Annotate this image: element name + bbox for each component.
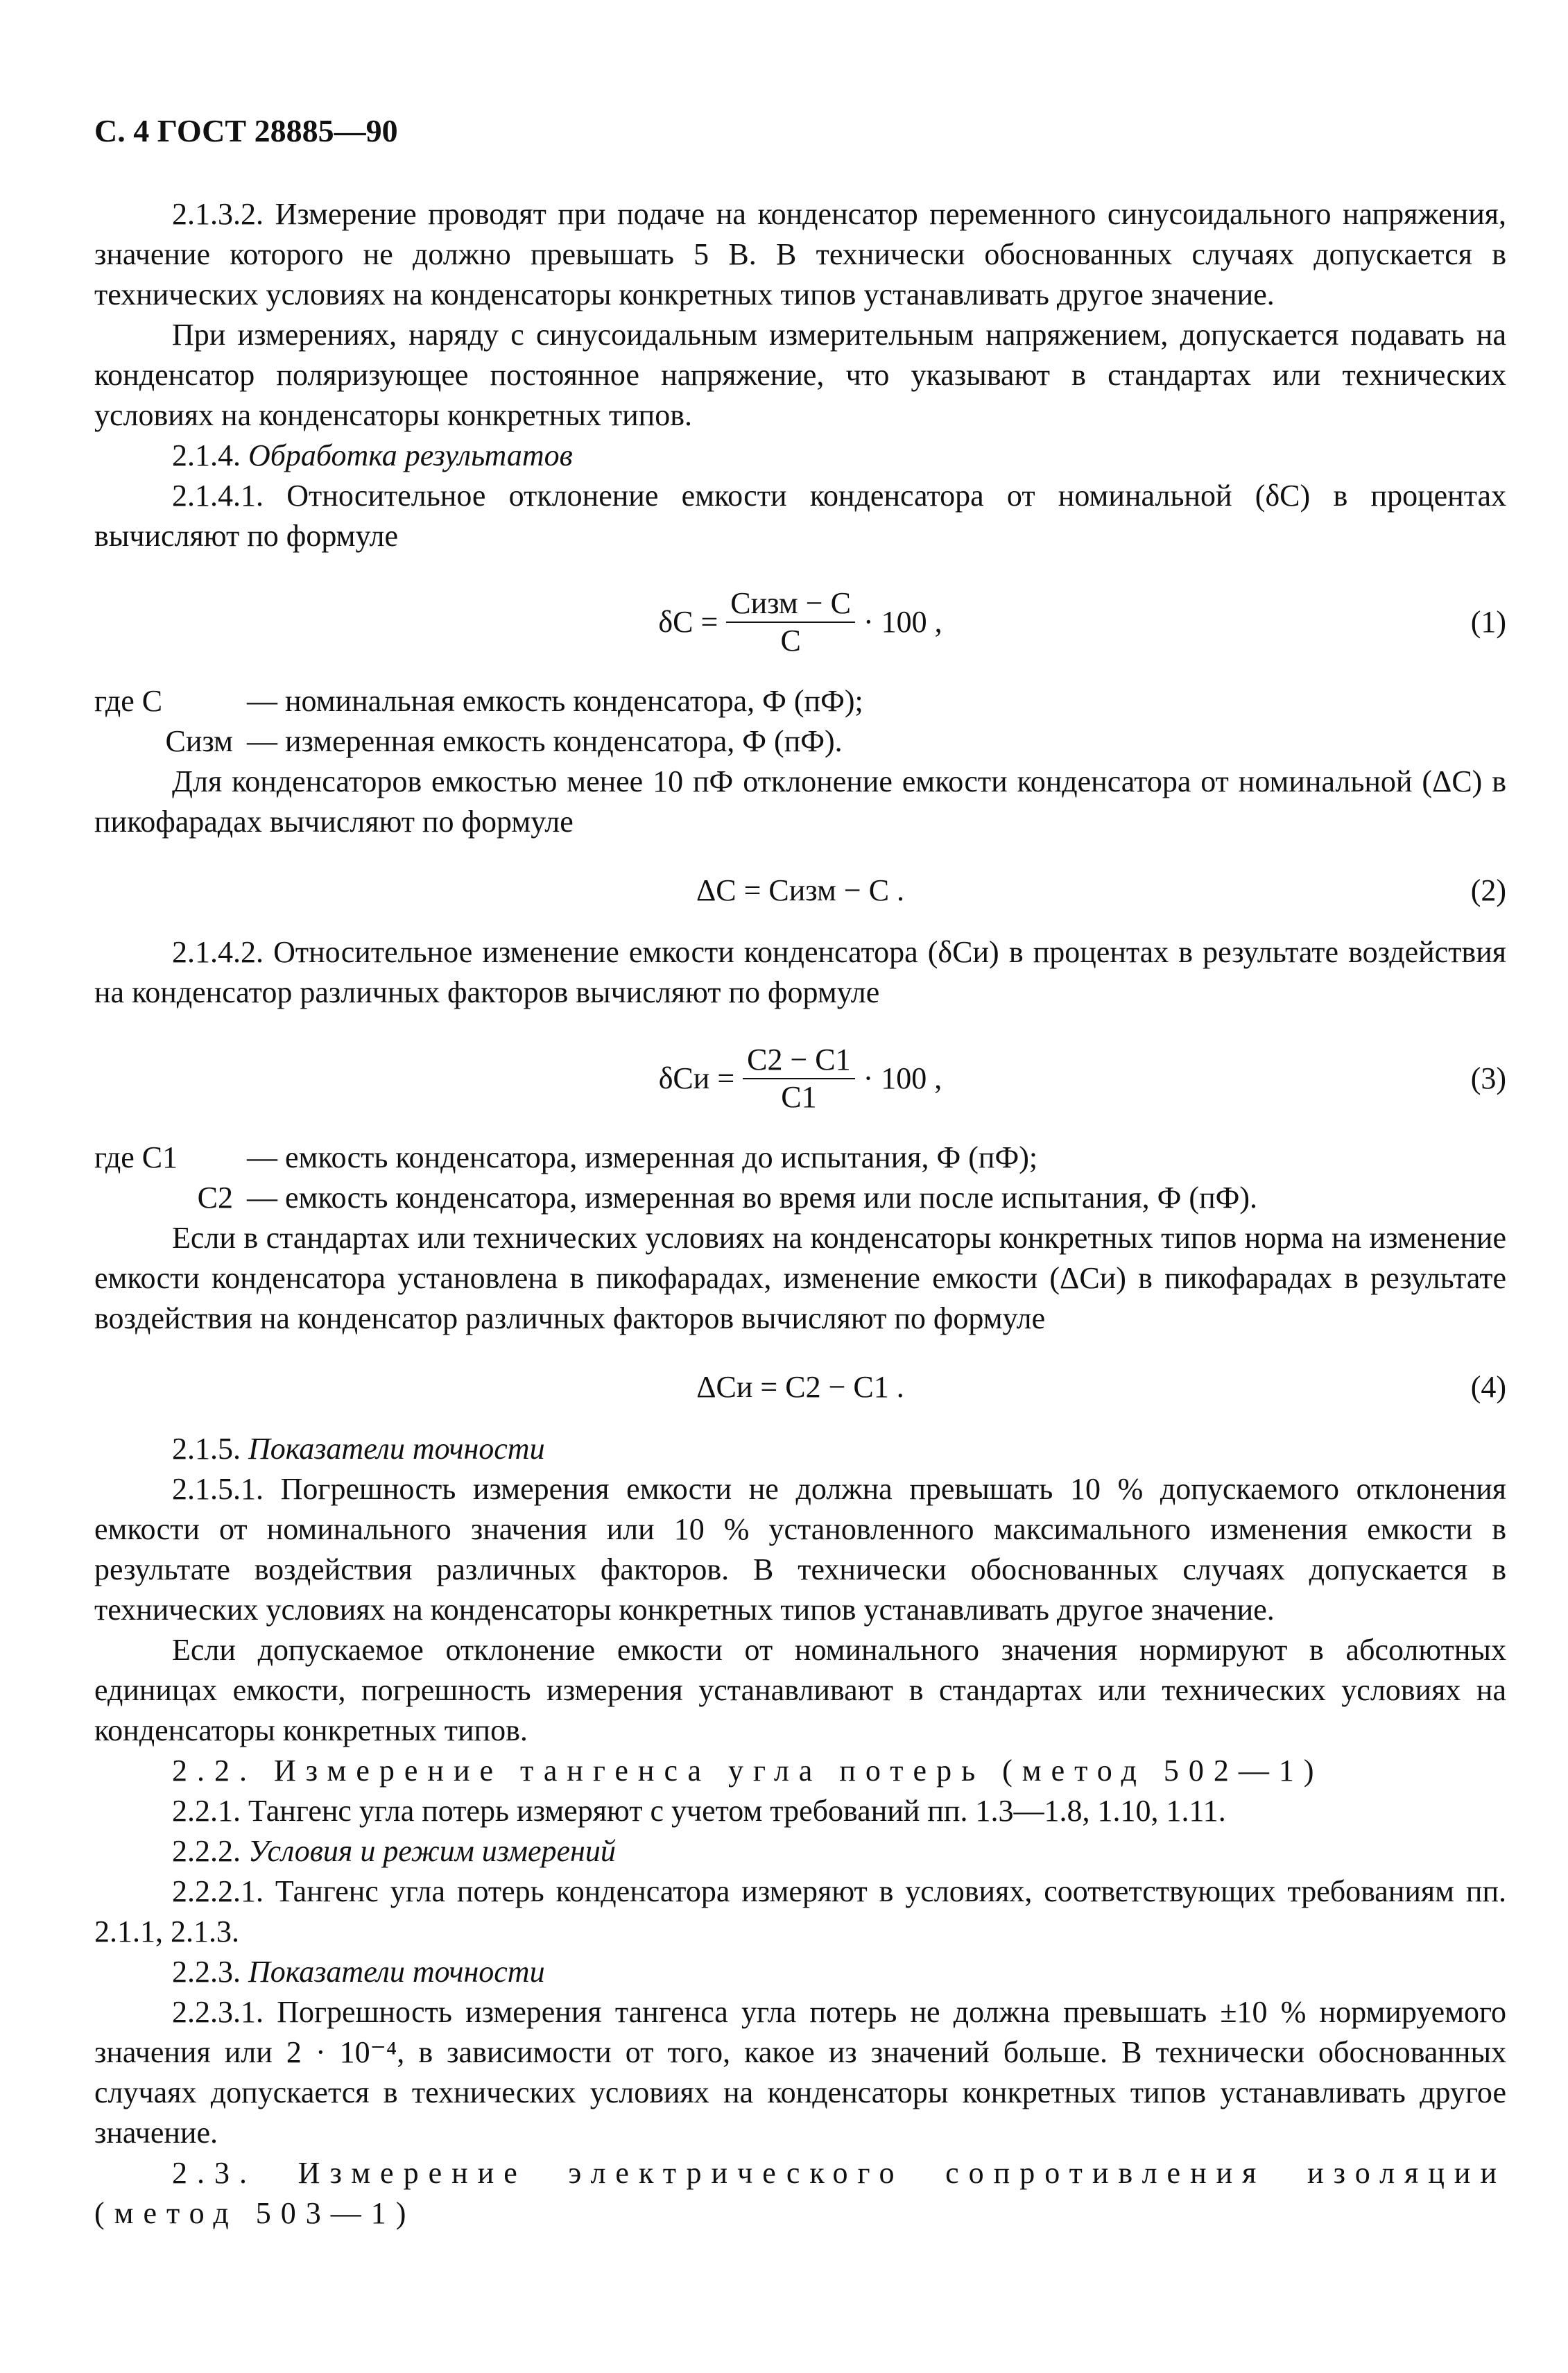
formula-3-number: (3) (1470, 1061, 1506, 1095)
formula-3 (94, 1027, 1506, 1131)
section-title: Показатели точности (248, 1955, 545, 1989)
formula-1-denominator: C (780, 624, 801, 658)
formula-2 (94, 856, 1506, 925)
paragraph-picofarad-norm: Если в стандартах или технических условиях на конденсаторы конкретных типов норма на изменение емкости конденсатора установлена в пикофарадах, изменение емкости (ΔCи) в пикофарадах в результате воздействия на конденсатор различных факторов вычисляют по формуле (94, 1221, 1506, 1335)
legend-text: — емкость конденсатора, измеренная до испытания, Ф (пФ); (247, 1140, 1038, 1174)
page-header: С. 4 ГОСТ 28885—90 (94, 113, 398, 148)
section-number: 2.2.3. (172, 1955, 241, 1989)
legend-c2 (94, 1178, 1506, 1218)
document-page (94, 111, 1506, 2234)
legend-symbol: где C1 (94, 1140, 178, 1174)
formula-4-number: (4) (1470, 1370, 1506, 1404)
section-2-2-2-heading (94, 1831, 1506, 1871)
paragraph-2-1-3-2: 2.1.3.2. Измерение проводят при подаче на конденсатор переменного синусоидального напряжения, значение которого не должно превышать 5 В. В технически обоснованных случаях допускается в технических условиях на конденсаторы конкретных типов устанавливать другое значение. (94, 197, 1506, 311)
legend-c (94, 681, 1506, 721)
legend-symbol: C2 (197, 1181, 233, 1215)
formula-1-lhs: δC = (658, 605, 718, 639)
section-number: 2.1.5. (172, 1432, 241, 1466)
formula-2-expression: ΔC = Cизм − C . (696, 873, 905, 907)
section-2-1-4-heading (94, 436, 1506, 476)
legend-text: — измеренная емкость конденсатора, Ф (пФ). (247, 724, 843, 758)
section-number: 2.2.2. (172, 1834, 241, 1868)
paragraph-2-1-5-1: 2.1.5.1. Погрешность измерения емкости не должна превышать 10 % допускаемого отклонения емкости от номинального значения или 10 % установленного максимального изменения емкости в результате воздействия различных факторов. В технически обоснованных случаях допускается в технических условиях на конденсаторы конкретных типов устанавливать другое значение. (94, 1472, 1506, 1627)
formula-2-number: (2) (1470, 873, 1506, 907)
paragraph-small-capacitance: Для конденсаторов емкостью менее 10 пФ отклонение емкости конденсатора от номинальной (ΔC) в пикофарадах вычисляют по формуле (94, 764, 1506, 839)
paragraph-polarizing-voltage: При измерениях, наряду с синусоидальным измерительным напряжением, допускается подавать на конденсатор поляризующее постоянное напряжение, что указывают в стандартах или технических условиях на конденсаторы конкретных типов. (94, 318, 1506, 432)
formula-1 (94, 570, 1506, 674)
paragraph-2-1-4-1: 2.1.4.1. Относительное отклонение емкости конденсатора от номинальной (δC) в процентах вычисляют по формуле (94, 479, 1506, 553)
formula-3-fraction (743, 1042, 855, 1115)
paragraph-2-2-1: 2.2.1. Тангенс угла потерь измеряют с учетом требований пп. 1.3—1.8, 1.10, 1.11. (172, 1794, 1226, 1828)
formula-3-lhs: δCи = (658, 1061, 735, 1095)
section-2-2-heading: 2.2. Измерение тангенса угла потерь (метод 502—1) (172, 1754, 1324, 1788)
formula-1-numerator: Cизм − C (726, 585, 855, 623)
section-number: 2.1.4. (172, 438, 241, 472)
legend-text: — емкость конденсатора, измеренная во время или после испытания, Ф (пФ). (247, 1181, 1258, 1215)
paragraph-2-2-2-1: 2.2.2.1. Тангенс угла потерь конденсатора измеряют в условиях, соответствующих требованиям пп. 2.1.1, 2.1.3. (94, 1874, 1506, 1948)
paragraph-absolute-units: Если допускаемое отклонение емкости от номинального значения нормируют в абсолютных единицах емкости, погрешность измерения устанавливают в стандартах или технических условиях на конденсаторы конкретных типов. (94, 1633, 1506, 1747)
section-2-2-3-heading (94, 1952, 1506, 1992)
section-2-3-heading: 2.3. Измерение электрического сопротивления изоляции (метод 503—1) (94, 2156, 1506, 2230)
formula-3-denominator: C1 (781, 1080, 817, 1114)
section-title: Обработка результатов (248, 438, 573, 472)
legend-c-izm (94, 721, 1506, 762)
paragraph-2-1-4-2: 2.1.4.2. Относительное изменение емкости конденсатора (δCи) в процентах в результате воздействия на конденсатор различных факторов вычисляют по формуле (94, 935, 1506, 1009)
legend-symbol: где C (94, 684, 163, 718)
formula-4-expression: ΔCи = C2 − C1 . (696, 1370, 904, 1404)
formula-1-fraction (726, 585, 855, 659)
section-title: Показатели точности (248, 1432, 545, 1466)
legend-symbol: Cизм (165, 724, 233, 758)
paragraph-2-2-3-1: 2.2.3.1. Погрешность измерения тангенса угла потерь не должна превышать ±10 % нормируемого значения или 2 · 10⁻⁴, в зависимости от того, какое из значений больше. В технически обоснованных случаях допускается в технических условиях на конденсаторы конкретных типов устанавливать другое значение. (94, 1995, 1506, 2150)
legend-text: — номинальная емкость конденсатора, Ф (пФ); (247, 684, 863, 718)
formula-1-rhs: · 100 , (863, 605, 942, 639)
formula-3-numerator: C2 − C1 (743, 1042, 855, 1079)
formula-1-number: (1) (1470, 605, 1506, 639)
formula-4 (94, 1353, 1506, 1422)
legend-c1 (94, 1138, 1506, 1178)
section-2-1-5-heading (94, 1429, 1506, 1469)
section-title: Условия и режим измерений (248, 1834, 616, 1868)
formula-3-rhs: · 100 , (863, 1061, 942, 1095)
